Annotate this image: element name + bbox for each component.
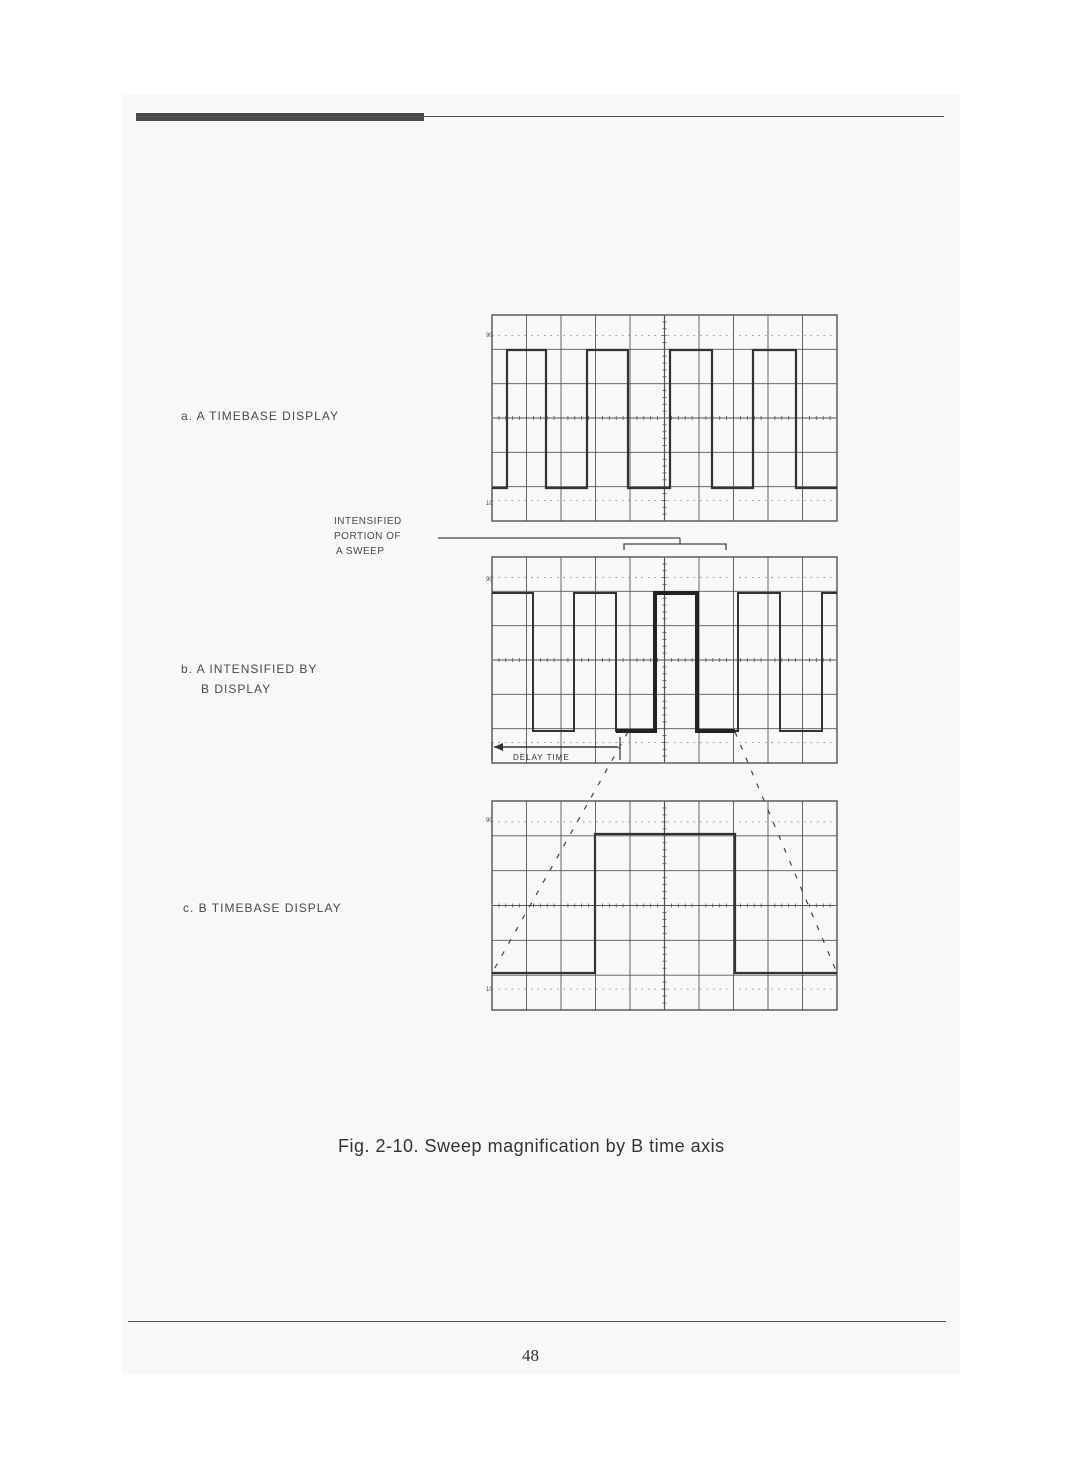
magnify-right-dashed [735, 732, 837, 973]
label-b-line2: B DISPLAY [201, 682, 272, 696]
delay-time-arrowhead [494, 743, 503, 751]
footer-rule [128, 1321, 946, 1322]
figure-caption: Fig. 2-10. Sweep magnification by B time axis [338, 1136, 725, 1156]
scope-a-90-label: 90 [486, 333, 493, 339]
scope-c-90-label: 90 [486, 818, 493, 824]
delay-time-label: DELAY TIME [513, 753, 570, 762]
trace-b-intensified [616, 593, 735, 731]
scope-c-10-label: 10 [486, 987, 493, 993]
label-intensified-2: PORTION OF [334, 531, 402, 542]
label-a-timebase: a. A TIMEBASE DISPLAY [181, 409, 339, 423]
magnify-left-dashed [492, 732, 628, 973]
label-b-line1: b. A INTENSIFIED BY [181, 662, 318, 676]
scope-grid-a [492, 315, 837, 521]
scope-grid-c [492, 801, 837, 1010]
label-intensified-1: INTENSIFIED [334, 516, 402, 527]
scope-a-10-label: 10 [486, 501, 493, 507]
scope-b-90-label: 90 [486, 577, 493, 583]
label-intensified-3: A SWEEP [336, 546, 385, 557]
label-c-timebase: c. B TIMEBASE DISPLAY [183, 901, 342, 915]
scope-grid-b [492, 557, 837, 763]
intensified-bracket [624, 544, 726, 550]
page-number: 48 [522, 1346, 539, 1365]
